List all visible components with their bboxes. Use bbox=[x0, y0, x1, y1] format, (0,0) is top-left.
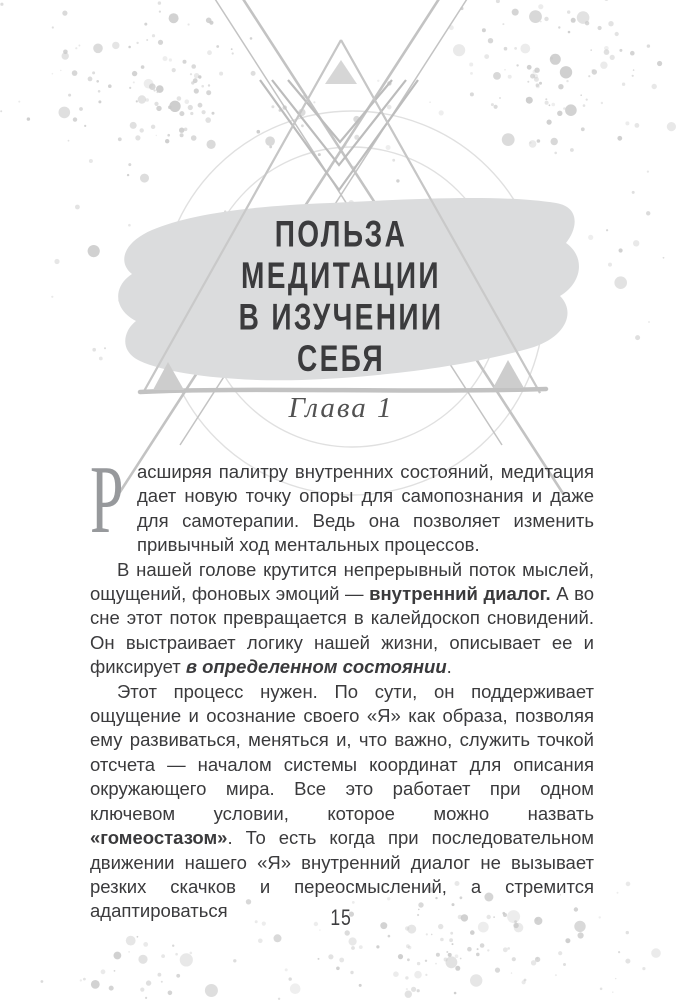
paragraph bbox=[90, 446, 594, 558]
paragraph-text: асширяя палитру внутренних состояний, медитация дает новую точку опоры для самопознания и даже для самотерапии. Ведь она позволяет изменить привычный ход ментальных процессов. bbox=[137, 461, 594, 556]
paragraph: В нашей голове крутится непрерывный поток мыслей, ощущений, фоновых эмоций — внутренний диалог. А во сне этот поток превращается в калейдоскоп сновидений. Он выстраивает логику нашей жизни, описывает ее и фиксирует в определенном состоянии. bbox=[90, 558, 594, 678]
chapter-title-line: СЕБЯ bbox=[296, 336, 386, 380]
drop-cap: Р bbox=[90, 446, 124, 553]
page-number: 15 bbox=[330, 905, 352, 930]
chapter-title-line: В ИЗУЧЕНИИ bbox=[238, 295, 444, 338]
paragraph: Этот процесс нужен. По сути, он поддерживает ощущение и осознание своего «Я» как образа, позволяя ему развиваться, меняться и, что важно, служить точкой отсчета — началом системы координат для описания окружающего мира. Все это работает при одном ключевом условии, которое можно назвать «гомеостазом». То есть когда при последовательном движении нашего «Я» внутренний диалог не вызывает резких скачков и переосмыслений, а стремится адаптироваться bbox=[90, 680, 594, 922]
small-filled-triangle-icon bbox=[325, 60, 357, 84]
chapter-title bbox=[75, 213, 607, 379]
body-text bbox=[90, 446, 594, 924]
chapter-title-line: ПОЛЬЗА bbox=[274, 211, 408, 255]
chapter-title-line: МЕДИТАЦИИ bbox=[241, 253, 441, 297]
chapter-label: Глава 1 bbox=[288, 392, 394, 424]
